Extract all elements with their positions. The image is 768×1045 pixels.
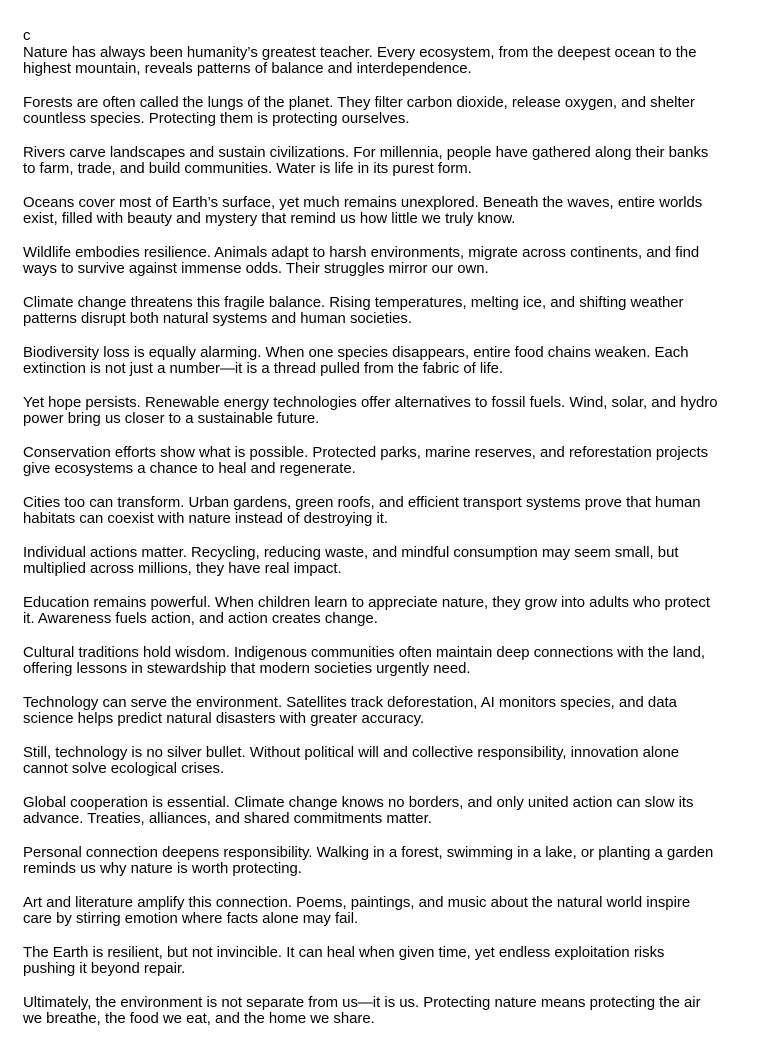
paragraph-10 [23,495,753,528]
paragraph-3 [23,145,753,178]
paragraph-line: we breathe, the food we eat, and the home we share. [23,1011,375,1027]
paragraph-6 [23,295,753,328]
paragraph-line: cannot solve ecological crises. [23,761,225,777]
paragraph-line: Rivers carve landscapes and sustain civilizations. For millennia, people have gathered along their banks [23,144,709,161]
paragraph-20 [23,995,753,1028]
paragraph-9 [23,445,753,478]
paragraph-17 [23,845,753,878]
paragraph-11 [23,545,753,578]
paragraph-line: The Earth is resilient, but not invincible. It can heal when given time, yet endless exploitation risks [23,944,665,961]
paragraph-line: Individual actions matter. Recycling, reducing waste, and mindful consumption may seem small, but [23,544,679,561]
paragraph-line: Personal connection deepens responsibility. Walking in a forest, swimming in a lake, or planting a garden [23,844,714,861]
paragraph-line: Forests are often called the lungs of the planet. They filter carbon dioxide, release oxygen, and shelter [23,94,695,111]
paragraph-19 [23,945,753,978]
paragraph-line: habitats can coexist with nature instead of destroying it. [23,511,389,527]
paragraph-line: Ultimately, the environment is not separate from us—it is us. Protecting nature means protecting the air [23,994,701,1011]
paragraph-line: countless species. Protecting them is protecting ourselves. [23,111,410,127]
paragraph-13 [23,645,753,678]
paragraph-12 [23,595,753,628]
paragraph-line: Wildlife embodies resilience. Animals adapt to harsh environments, migrate across continents, and find [23,244,700,261]
paragraph-line: it. Awareness fuels action, and action creates change. [23,611,378,627]
paragraph-line: exist, filled with beauty and mystery that remind us how little we truly know. [23,211,516,227]
paragraph-line: Nature has always been humanity’s greatest teacher. Every ecosystem, from the deepest ocean to the [23,44,697,61]
paragraph-line: to farm, trade, and build communities. Water is life in its purest form. [23,161,472,177]
paragraph-line: offering lessons in stewardship that modern societies urgently need. [23,661,471,677]
paragraph-line: Oceans cover most of Earth’s surface, yet much remains unexplored. Beneath the waves, entire worlds [23,194,703,211]
paragraph-2 [23,95,753,128]
paragraph-line: Climate change threatens this fragile balance. Rising temperatures, melting ice, and shifting weather [23,294,684,311]
paragraph-4 [23,195,753,228]
paragraph-line: patterns disrupt both natural systems and human societies. [23,311,413,327]
paragraph-line: advance. Treaties, alliances, and shared commitments matter. [23,811,432,827]
paragraph-line: give ecosystems a chance to heal and regenerate. [23,461,356,477]
paragraph-line: care by stirring emotion where facts alone may fail. [23,911,359,927]
paragraph-line: Yet hope persists. Renewable energy technologies offer alternatives to fossil fuels. Wind, solar, and hydro [23,394,718,411]
paragraph-line: pushing it beyond repair. [23,961,186,977]
paragraph-line: Global cooperation is essential. Climate change knows no borders, and only united action can slow its [23,794,694,811]
paragraph-line: power bring us closer to a sustainable future. [23,411,320,427]
paragraph-8 [23,395,753,428]
paragraph-line: Education remains powerful. When children learn to appreciate nature, they grow into adults who protect [23,594,711,611]
paragraph-line: Conservation efforts show what is possible. Protected parks, marine reserves, and reforestation projects [23,444,709,461]
leading-character: c [23,28,31,44]
paragraph-line: Art and literature amplify this connection. Poems, paintings, and music about the natural world inspire [23,894,691,911]
paragraph-line: highest mountain, reveals patterns of balance and interdependence. [23,61,472,77]
paragraph-5 [23,245,753,278]
paragraph-15 [23,745,753,778]
paragraph-line: ways to survive against immense odds. Their struggles mirror our own. [23,261,489,277]
paragraph-16 [23,795,753,828]
document-page [23,28,753,1045]
paragraph-line: Technology can serve the environment. Satellites track deforestation, AI monitors species, and data [23,694,677,711]
paragraph-18 [23,895,753,928]
paragraph-line: Cities too can transform. Urban gardens, green roofs, and efficient transport systems prove that human [23,494,701,511]
paragraph-14 [23,695,753,728]
paragraph-line: Biodiversity loss is equally alarming. When one species disappears, entire food chains weaken. Each [23,344,689,361]
paragraph-line: multiplied across millions, they have real impact. [23,561,342,577]
paragraph-line: reminds us why nature is worth protecting. [23,861,302,877]
paragraph-line: Still, technology is no silver bullet. Without political will and collective responsibility, innovation alone [23,744,680,761]
paragraph-7 [23,345,753,378]
paragraph-1 [23,45,753,78]
paragraph-line: Cultural traditions hold wisdom. Indigenous communities often maintain deep connections with the land, [23,644,706,661]
paragraph-line: extinction is not just a number—it is a thread pulled from the fabric of life. [23,361,504,377]
paragraph-line: science helps predict natural disasters with greater accuracy. [23,711,425,727]
